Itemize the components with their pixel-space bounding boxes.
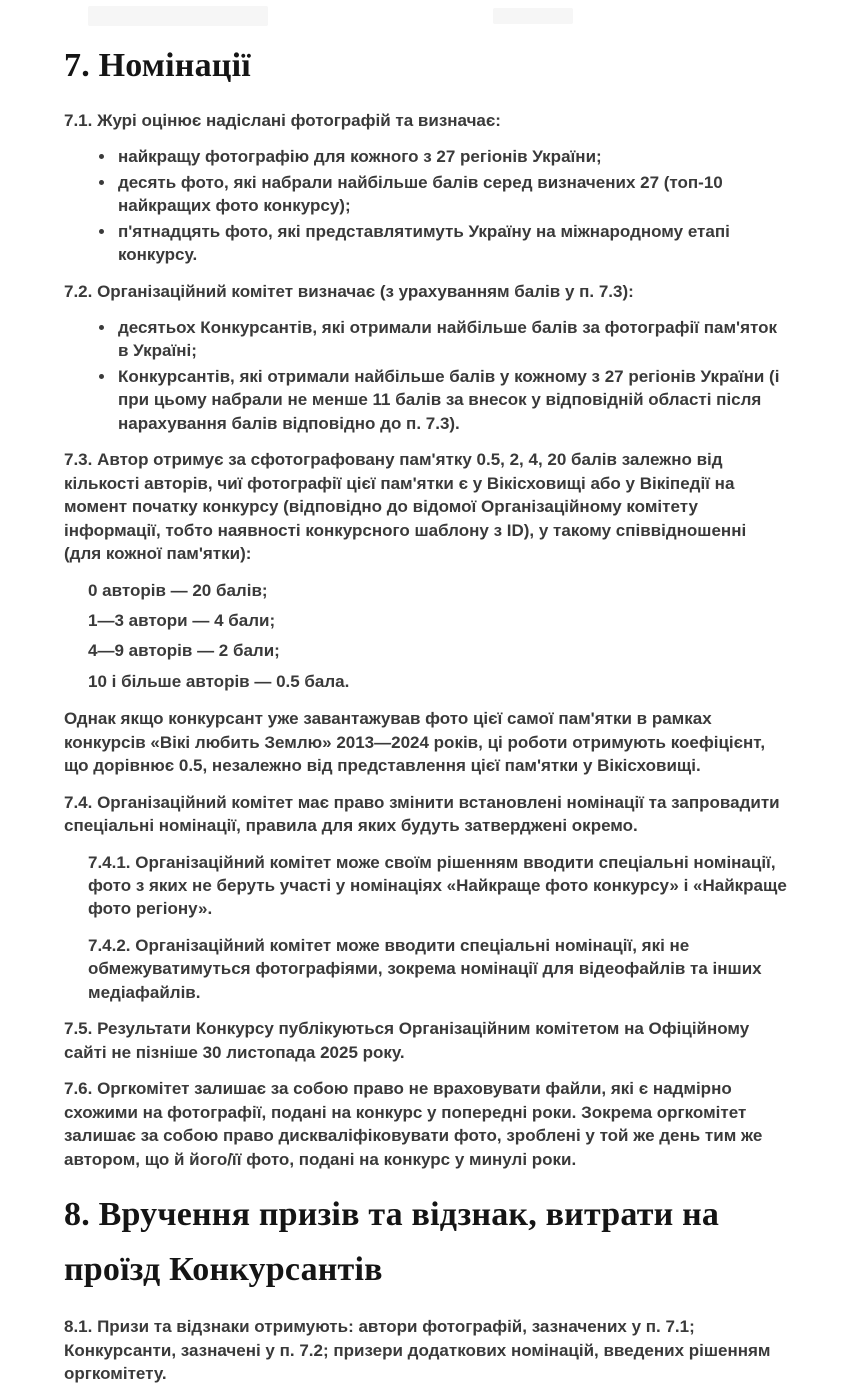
paragraph-8-1: 8.1. Призи та відзнаки отримують: автори фотографій, зазначених у п. 7.1; Конкурсанти, зазначені у п. 7.2; призери додаткових номінацій, введених рішенням оргкомітету. bbox=[64, 1317, 771, 1384]
list-item: • найкращу фотографію для кожного з 27 регіонів України; bbox=[116, 145, 788, 168]
paragraph-7-4-2: 7.4.2. Організаційний комітет може вводити спеціальні номінації, які не обмежуватимуться фотографіями, зокрема номінації для відеофайлів та інших медіафайлів. bbox=[88, 935, 762, 1002]
paragraph-7-2-intro: 7.2. Організаційний комітет визначає (з урахуванням балів у п. 7.3): bbox=[64, 281, 634, 301]
section-7-heading: 7. Номінації bbox=[64, 47, 251, 84]
section-8-heading: 8. Вручення призів та відзнак, витрати на проїзд Конкурсантів bbox=[64, 1196, 720, 1289]
paragraph-7-4-1: 7.4.1. Організаційний комітет може своїм рішенням вводити спеціальні номінації, фото з яких не беруть участі у номінаціях «Найкраще фото конкурсу» і «Найкраще фото регіону». bbox=[88, 852, 787, 919]
paragraph-7-4: 7.4. Організаційний комітет має право змінити встановлені номінації та запровадити спеціальні номінації, правила для яких будуть затверджені окремо. bbox=[64, 792, 780, 836]
list-item: • п'ятнадцять фото, які представлятимуть Україну на міжнародному етапі конкурсу. bbox=[116, 220, 788, 267]
paragraph-7-6: 7.6. Оргкомітет залишає за собою право не враховувати файли, які є надмірно схожими на фотографії, подані на конкурс у попередні роки. Зокрема оргкомітет залишає за собою право дискваліфіковувати фото, зроблені у той же день тим же автором, що й його/її фото, подані на конкурс у минулі роки. bbox=[64, 1079, 763, 1169]
score-line-4-9-authors: 4—9 авторів — 2 бали; bbox=[88, 641, 280, 661]
list-item: • десять фото, які набрали найбільше балів серед визначених 27 (топ-10 найкращих фото конкурсу); bbox=[116, 171, 788, 218]
paragraph-7-1-intro: 7.1. Журі оцінює надіслані фотографій та визначає: bbox=[64, 110, 501, 130]
score-line-0-authors: 0 авторів — 20 балів; bbox=[88, 580, 268, 600]
paragraph-7-3-note: Однак якщо конкурсант уже завантажував фото цієї самої пам'ятки в рамках конкурсів «Вікі любить Землю» 2013—2024 років, ці роботи отримують коефіцієнт, що дорівнює 0.5, незалежно від представлення цієї пам'ятки у Вікісховищі. bbox=[64, 709, 766, 776]
paragraph-7-5: 7.5. Результати Конкурсу публікуються Організаційним комітетом на Офіційному сайті не пізніше 30 листопада 2025 року. bbox=[64, 1019, 750, 1062]
list-7-1 bbox=[64, 145, 788, 266]
score-line-10-plus-authors: 10 і більше авторів — 0.5 бала. bbox=[88, 671, 350, 691]
list-item: • десятьох Конкурсантів, які отримали найбільше балів за фотографії пам'яток в Україні; bbox=[116, 316, 788, 363]
score-line-1-3-authors: 1—3 автори — 4 бали; bbox=[88, 610, 276, 630]
list-item: • Конкурсантів, які отримали найбільше балів у кожному з 27 регіонів України (і при цьому набрали не менше 11 балів за внесок у відповідній області після нарахування балів відповідно до п. 7.3). bbox=[116, 365, 788, 435]
list-7-2 bbox=[64, 316, 788, 435]
paragraph-7-3: 7.3. Автор отримує за сфотографовану пам'ятку 0.5, 2, 4, 20 балів залежно від кількості авторів, чиї фотографії цієї пам'ятки є у Вікісховищі або у Вікіпедії на момент початку конкурсу (відповідно до відомої Організаційному комітету інформації, тобто наявності конкурсного шаблону з ID), у такому співвідношенні (для кожної пам'ятки): bbox=[64, 450, 747, 564]
